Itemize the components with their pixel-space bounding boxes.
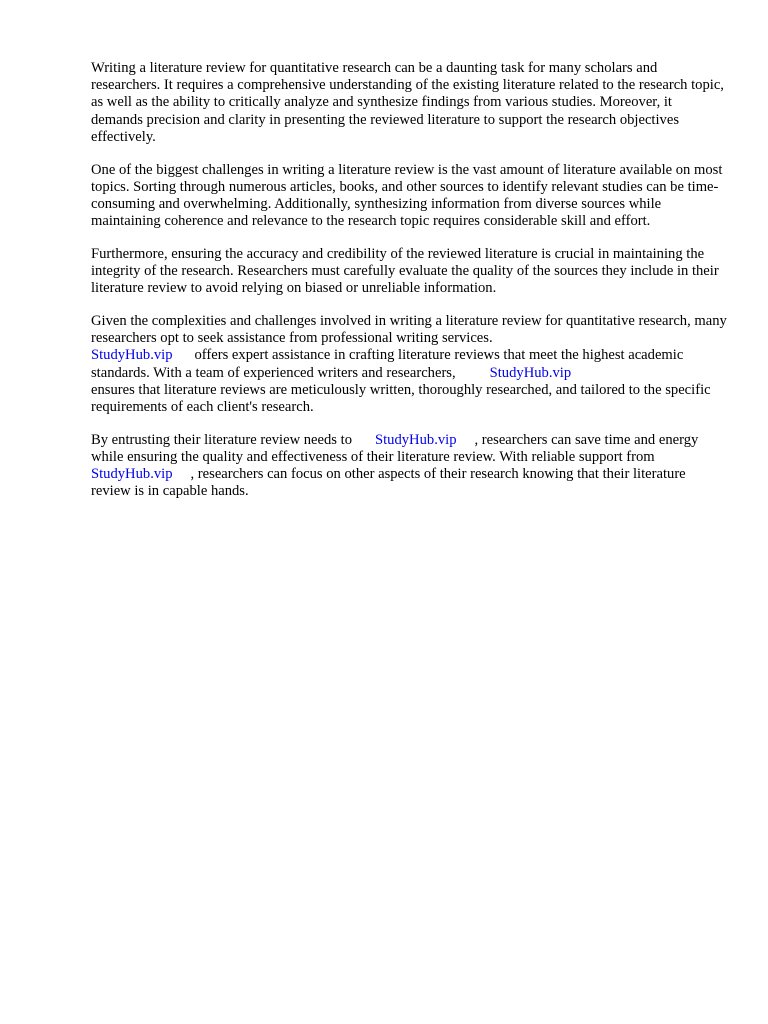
paragraph-intro: Writing a literature review for quantitative research can be a daunting task for many scholars and researchers. It requires a comprehensive understanding of the existing literature related to the research topic, as well as the ability to critically analyze and synthesize findings from various studies. Moreover, it demands precision and clarity in presenting the reviewed literature to support the research objectives effectively. bbox=[91, 60, 724, 145]
studyhub-link-1[interactable]: StudyHub.vip bbox=[91, 347, 173, 364]
paragraph-services-middle: offers expert assistance in crafting literature reviews that meet the highest academic standards. With a team of experienced writers and researchers, bbox=[91, 347, 684, 381]
paragraph-services bbox=[91, 313, 727, 416]
paragraph-conclusion-outro: , researchers can focus on other aspects of their research knowing that their literature review is in capable hands. bbox=[91, 466, 686, 500]
paragraph-conclusion bbox=[91, 432, 727, 501]
studyhub-link-2[interactable]: StudyHub.vip bbox=[489, 364, 572, 381]
paragraph-conclusion-intro: By entrusting their literature review needs to bbox=[91, 431, 352, 448]
paragraph-conclusion-middle: , researchers can save time and energy while ensuring the quality and effectiveness of their literature review. With reliable support from bbox=[91, 431, 699, 465]
paragraph-credibility: Furthermore, ensuring the accuracy and credibility of the reviewed literature is crucial in maintaining the integrity of the research. Researchers must carefully evaluate the quality of the sources they include in their literature review to avoid relying on biased or unreliable information. bbox=[91, 245, 719, 297]
studyhub-link-3[interactable]: StudyHub.vip bbox=[375, 431, 457, 448]
studyhub-link-4[interactable]: StudyHub.vip bbox=[91, 466, 173, 483]
paragraph-challenges: One of the biggest challenges in writing a literature review is the vast amount of literature available on most topics. Sorting through numerous articles, books, and other sources to identify relevant studies can be time-consuming and overwhelming. Additionally, synthesizing information from diverse sources while maintaining coherence and relevance to the research topic requires considerable skill and effort. bbox=[91, 161, 723, 230]
paragraph-services-intro: Given the complexities and challenges involved in writing a literature review for quantitative research, many researchers opt to seek assistance from professional writing services. bbox=[91, 312, 727, 347]
document-body bbox=[91, 60, 727, 516]
paragraph-services-outro: ensures that literature reviews are meticulously written, thoroughly researched, and tailored to the specific requirements of each client's research. bbox=[91, 381, 711, 415]
